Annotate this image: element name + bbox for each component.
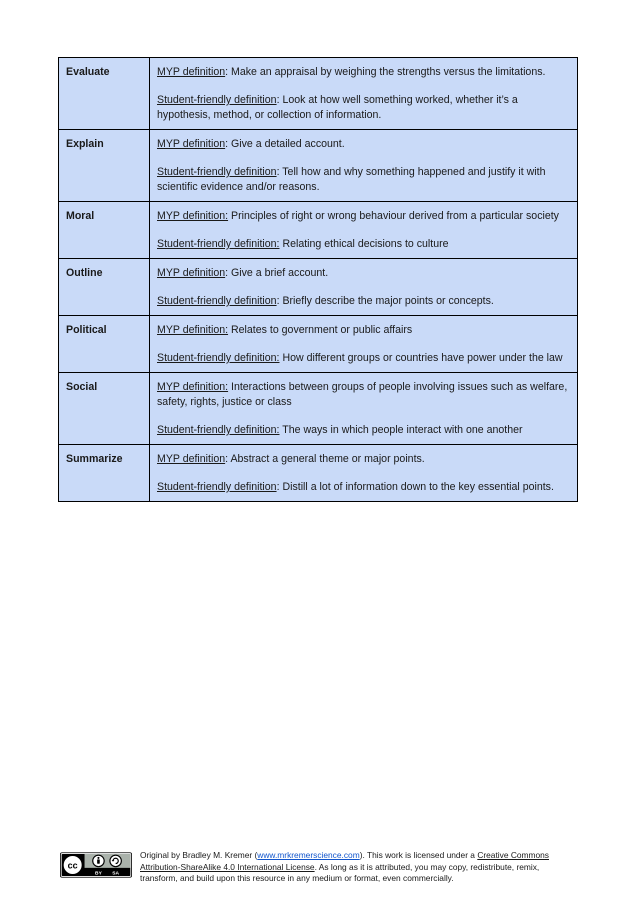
myp-definition-text: Give a detailed account. bbox=[231, 138, 345, 150]
term-cell: Summarize bbox=[59, 445, 150, 502]
definition-cell bbox=[150, 445, 578, 502]
table-row bbox=[59, 445, 578, 502]
myp-definition-separator: : bbox=[225, 453, 231, 465]
student-definition-separator: : bbox=[276, 295, 283, 307]
myp-definition-text: Interactions between groups of people involving issues such as welfare, safety, rights, justice or class bbox=[157, 381, 568, 408]
student-definition-label: Student-friendly definition bbox=[157, 166, 277, 178]
student-friendly-definition bbox=[157, 294, 570, 309]
table-row bbox=[59, 316, 578, 373]
student-definition-label: Student-friendly definition: bbox=[157, 424, 280, 436]
myp-definition bbox=[157, 137, 570, 152]
svg-text:cc: cc bbox=[67, 860, 78, 871]
student-friendly-definition bbox=[157, 351, 570, 366]
license-statement bbox=[140, 850, 576, 885]
myp-definition-label: MYP definition: bbox=[157, 381, 229, 393]
badge-by-text: BY bbox=[95, 871, 102, 877]
student-friendly-definition bbox=[157, 423, 570, 438]
myp-definition-label: MYP definition bbox=[157, 453, 226, 465]
student-definition-label: Student-friendly definition bbox=[157, 481, 277, 493]
term-cell: Political bbox=[59, 316, 150, 373]
myp-definition-label: MYP definition: bbox=[157, 210, 229, 222]
table-row bbox=[59, 259, 578, 316]
myp-definition-text: Give a brief account. bbox=[231, 267, 329, 279]
myp-definition bbox=[157, 323, 570, 338]
student-definition-separator: : bbox=[276, 481, 283, 493]
table-row bbox=[59, 373, 578, 445]
attribution-prefix: Original by Bradley M. Kremer ( bbox=[140, 850, 258, 860]
myp-definition-label: MYP definition bbox=[157, 66, 226, 78]
license-footer bbox=[58, 848, 578, 888]
student-definition-text: Briefly describe the major points or concepts. bbox=[282, 295, 494, 307]
table-row bbox=[59, 202, 578, 259]
myp-definition-separator: : bbox=[225, 138, 232, 150]
license-terms-text: . As long as it is attributed, you may copy, redistribute, remix, transform, and build upon this resource in any medium or format, even commercially. bbox=[140, 861, 540, 883]
definition-cell bbox=[150, 202, 578, 259]
glossary-table-body bbox=[59, 58, 578, 502]
myp-definition-label: MYP definition: bbox=[157, 324, 229, 336]
myp-definition bbox=[157, 209, 570, 224]
myp-definition bbox=[157, 266, 570, 281]
term-cell: Evaluate bbox=[59, 58, 150, 130]
definition-cell bbox=[150, 373, 578, 445]
student-definition-label: Student-friendly definition bbox=[157, 295, 277, 307]
myp-definition-text: Principles of right or wrong behaviour derived from a particular society bbox=[231, 210, 559, 222]
definition-cell bbox=[150, 259, 578, 316]
myp-definition bbox=[157, 380, 570, 410]
student-definition-text: The ways in which people interact with one another bbox=[282, 424, 523, 436]
student-definition-text: Tell how and why something happened and justify it with scientific evidence and/or reasons. bbox=[157, 166, 546, 193]
cc-by-sa-license-icon[interactable] bbox=[60, 852, 132, 878]
definition-cell bbox=[150, 316, 578, 373]
badge-sa-text: SA bbox=[112, 871, 120, 877]
myp-definition-text: Make an appraisal by weighing the strengths versus the limitations. bbox=[231, 66, 546, 78]
author-website-link[interactable]: www.mrkremerscience.com bbox=[257, 850, 360, 860]
student-definition-label: Student-friendly definition: bbox=[157, 352, 280, 364]
table-row bbox=[59, 130, 578, 202]
student-definition-text: How different groups or countries have power under the law bbox=[282, 352, 563, 364]
student-definition-text: Distill a lot of information down to the key essential points. bbox=[282, 481, 554, 493]
student-definition-label: Student-friendly definition: bbox=[157, 238, 280, 250]
term-cell: Social bbox=[59, 373, 150, 445]
term-cell: Moral bbox=[59, 202, 150, 259]
myp-definition-label: MYP definition bbox=[157, 138, 226, 150]
definition-cell bbox=[150, 130, 578, 202]
myp-definition-separator: : bbox=[225, 66, 232, 78]
term-cell: Outline bbox=[59, 259, 150, 316]
student-friendly-definition bbox=[157, 237, 570, 252]
student-friendly-definition bbox=[157, 165, 570, 195]
glossary-table bbox=[58, 57, 578, 502]
student-definition-separator: : bbox=[276, 166, 283, 178]
student-definition-text: Relating ethical decisions to culture bbox=[282, 238, 449, 250]
myp-definition-text: Relates to government or public affairs bbox=[231, 324, 413, 336]
myp-definition bbox=[157, 65, 570, 80]
definition-cell bbox=[150, 58, 578, 130]
table-row bbox=[59, 58, 578, 130]
student-definition-label: Student-friendly definition bbox=[157, 94, 277, 106]
student-definition-separator: : bbox=[276, 94, 283, 106]
student-friendly-definition bbox=[157, 93, 570, 123]
myp-definition-label: MYP definition bbox=[157, 267, 226, 279]
myp-definition-separator: : bbox=[225, 267, 232, 279]
myp-definition bbox=[157, 452, 570, 467]
license-link[interactable]: Creative Commons Attribution-ShareAlike 4.0 International License bbox=[140, 850, 549, 872]
student-definition-text: Look at how well something worked, whether it’s a hypothesis, method, or collection of information. bbox=[157, 94, 518, 121]
myp-definition-text: Abstract a general theme or major points. bbox=[230, 453, 425, 465]
license-intro-text: ). This work is licensed under a bbox=[359, 850, 478, 860]
student-friendly-definition bbox=[157, 480, 570, 495]
term-cell: Explain bbox=[59, 130, 150, 202]
